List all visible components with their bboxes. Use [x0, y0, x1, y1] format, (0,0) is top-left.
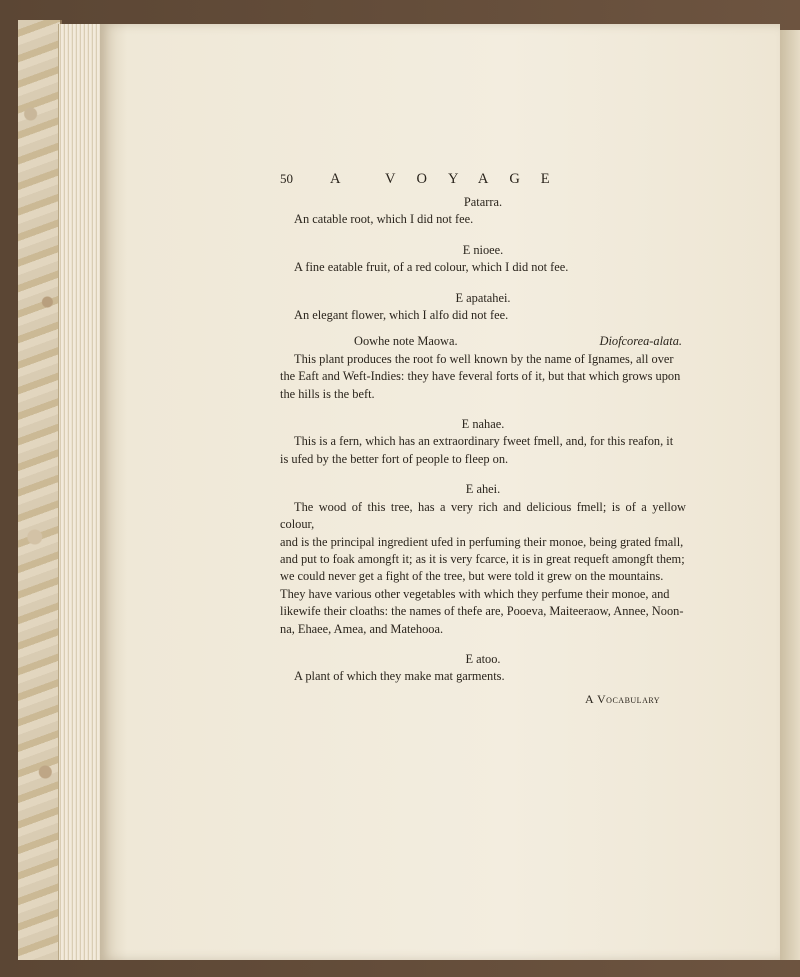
entry-heading: Patarra.	[463, 195, 503, 209]
entry-line: This is a fern, which has an extraordinary fweet fmell, and, for this reafon, it	[294, 434, 674, 449]
entry-line: This plant produces the root fo well known by the name of Ignames, all over	[294, 351, 674, 366]
entry-line: An elegant flower, which I alfo did not fee.	[294, 308, 509, 323]
entry-line: An catable root, which I did not fee.	[294, 212, 474, 227]
page-text	[280, 170, 686, 686]
entry-line: A plant of which they make mat garments.	[294, 669, 505, 684]
latin-name: Diofcorea-alata.	[599, 334, 682, 349]
entry-line: A fine eatable fruit, of a red colour, which I did not fee.	[294, 260, 569, 275]
entry-line: the Eaft and Weft-Indies: they have feveral forts of it, but that which grows upon	[280, 369, 681, 384]
entry-line: we could never get a fight of the tree, but were told it grew on the mountains.	[280, 569, 664, 584]
entry-line: likewife their cloaths: the names of thefe are, Pooeva, Maiteeraow, Annee, Noon-	[280, 604, 684, 619]
entry-line: The wood of this tree, has a very rich and delicious fmell; is of a yellow colour,	[280, 499, 686, 532]
catchword-word: Vocabulary	[597, 692, 661, 706]
entry-heading: Oowhe note Maowa.	[354, 334, 458, 349]
entry-heading-row	[280, 333, 686, 350]
page-number: 50	[280, 171, 293, 186]
marbled-endpaper	[18, 20, 62, 960]
entry-line: na, Ehaee, Amea, and Matehooa.	[280, 621, 444, 636]
entry-line: They have various other vegetables with which they perfume their monoe, and	[280, 586, 670, 601]
entry-line: and is the principal ingredient ufed in perfuming their monoe, being grated fmall,	[280, 534, 684, 549]
catchword-prefix: A	[585, 692, 594, 706]
entry-line: the hills is the beft.	[280, 386, 375, 401]
entry-heading: E apatahei.	[455, 290, 511, 305]
entry-heading: E nioee.	[462, 242, 504, 257]
entry-heading: E atoo.	[465, 651, 501, 666]
page-edges	[58, 24, 103, 960]
catchword	[585, 692, 660, 707]
facing-page-edge	[778, 30, 800, 960]
running-title: A VOYAGE	[330, 171, 571, 187]
entry-heading: E nahae.	[461, 417, 505, 432]
entry-line: and put to foak amongft it; as it is very fcarce, it is in great requeft amongft them;	[280, 551, 685, 566]
entry-line: is ufed by the better fort of people to fleep on.	[280, 451, 509, 466]
entry-heading: E ahei.	[465, 482, 501, 497]
running-head	[280, 170, 686, 192]
